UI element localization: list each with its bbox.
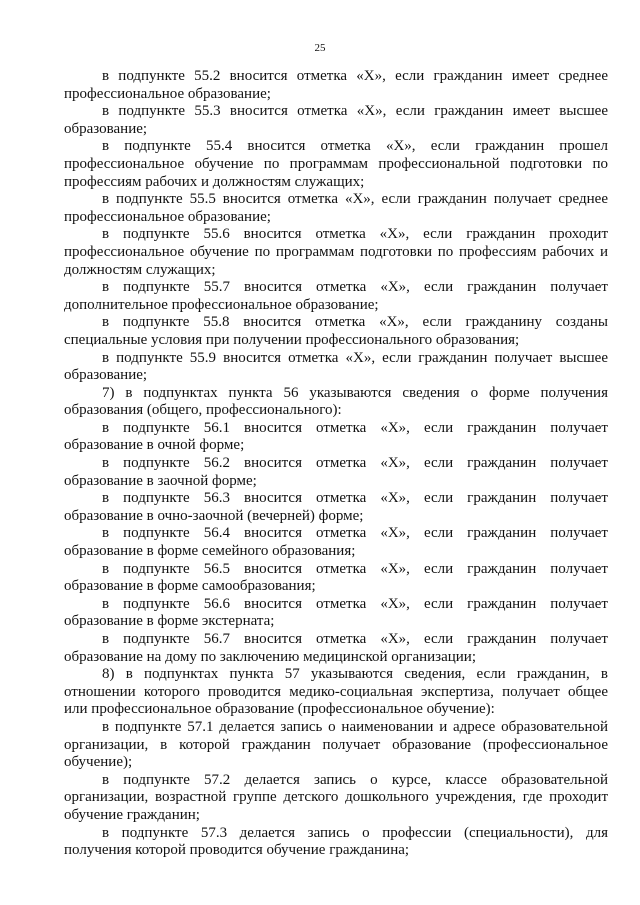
- paragraph: в подпункте 56.3 вносится отметка «Х», если гражданин получает образование в очно-заочной (вечерней) форме;: [64, 490, 608, 524]
- page-number: 25: [314, 42, 326, 54]
- document-body: [64, 68, 608, 860]
- paragraph: в подпункте 56.2 вносится отметка «Х», если гражданин получает образование в заочной форме;: [64, 455, 608, 489]
- paragraph: в подпункте 56.4 вносится отметка «Х», если гражданин получает образование в форме семейного образования;: [64, 525, 608, 560]
- paragraph: в подпункте 55.9 вносится отметка «Х», если гражданин получает высшее образование;: [64, 349, 608, 384]
- paragraph: 8) в подпунктах пункта 57 указываются сведения, если гражданин, в отношении которого проводится медико-социальная экспертиза, получает общее или профессиональное образование (профессиональное обучение):: [64, 666, 608, 718]
- paragraph: в подпункте 55.3 вносится отметка «Х», если гражданин имеет высшее образование;: [64, 103, 608, 137]
- paragraph: в подпункте 57.3 делается запись о профессии (специальности), для получения которой проводится обучение гражданина;: [64, 824, 608, 859]
- paragraph: в подпункте 55.8 вносится отметка «Х», если гражданину созданы специальные условия при получении профессионального образования;: [64, 314, 608, 348]
- paragraph: в подпункте 57.1 делается запись о наименовании и адресе образовательной организации, в которой гражданин получает образование (профессиональное обучение);: [64, 718, 608, 771]
- paragraph: в подпункте 55.4 вносится отметка «Х», если гражданин прошел профессиональное обучение по программам профессиональной подготовки по профессиям рабочих и должностям служащих;: [64, 138, 608, 190]
- paragraph: в подпункте 57.2 делается запись о курсе, классе образовательной организации, возрастной группе детского дошкольного учреждения, где проходит обучение гражданин;: [64, 771, 608, 823]
- paragraph: в подпункте 55.6 вносится отметка «Х», если гражданин проходит профессиональное обучение по программам подготовки по профессиям рабочих и должностям служащих;: [64, 226, 608, 278]
- paragraph: в подпункте 56.7 вносится отметка «Х», если гражданин получает образование на дому по заключению медицинской организации;: [64, 631, 608, 665]
- paragraph: в подпункте 56.6 вносится отметка «Х», если гражданин получает образование в форме экстерната;: [64, 595, 608, 630]
- paragraph: в подпункте 55.5 вносится отметка «Х», если гражданин получает среднее профессиональное образование;: [64, 191, 608, 225]
- paragraph: в подпункте 55.2 вносится отметка «Х», если гражданин имеет среднее профессиональное образование;: [64, 68, 608, 102]
- paragraph: в подпункте 55.7 вносится отметка «Х», если гражданин получает дополнительное профессиональное образование;: [64, 279, 608, 313]
- paragraph: в подпункте 56.1 вносится отметка «Х», если гражданин получает образование в очной форме;: [64, 419, 608, 454]
- paragraph: в подпункте 56.5 вносится отметка «Х», если гражданин получает образование в форме самообразования;: [64, 560, 608, 595]
- paragraph: 7) в подпунктах пункта 56 указываются сведения о форме получения образования (общего, профессионального):: [64, 384, 608, 419]
